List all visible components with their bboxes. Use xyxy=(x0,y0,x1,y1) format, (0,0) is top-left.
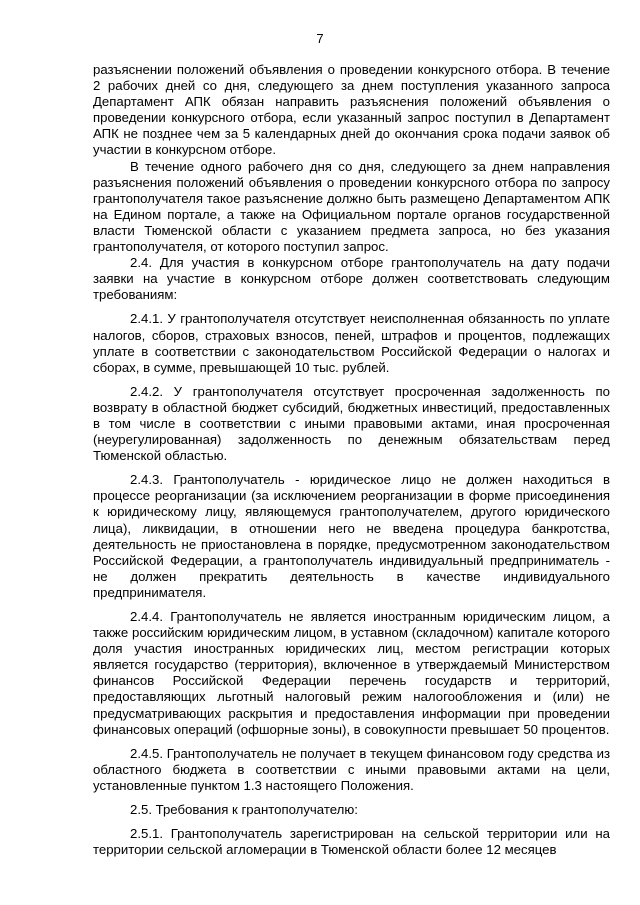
paragraph-gap xyxy=(93,818,610,826)
paragraph-gap xyxy=(93,794,610,802)
paragraph-2-4-2: 2.4.2. У грантополучателя отсутствует просроченная задолженность по возврату в областной бюджет субсидий, бюджетных инвестиций, предоставленных в том числе в соответствии с иными правовыми актами, иная просроченная (неурегулированная) задолженность по денежным обязательствам перед Тюменской областью. xyxy=(93,383,610,464)
paragraph-continuation: разъяснении положений объявления о проведении конкурсного отбора. В течение 2 рабочих дней со дня, следующего за днем поступления указанного запроса Департамент АПК обязан направить разъяснения положений объявления о проведении конкурсного отбора, если указанный запрос поступил в Департамент АПК не позднее чем за 5 календарных дней до окончания срока подачи заявок об участии в конкурсном отборе. xyxy=(93,62,610,158)
paragraph-2-5: 2.5. Требования к грантополучателю: xyxy=(130,802,358,818)
paragraph-2-4-3: 2.4.3. Грантополучатель - юридическое лицо не должен находиться в процессе реорганизации (за исключением реорганизации в форме присоединения к юридическому лицу, являющемуся грантополучателем, другого юридического лица), ликвидации, в отношении него не введена процедура банкротства, деятельность не приостановлена в порядке, предусмотренном законодательством Российской Федерации, а грантополучатель индивидуальный предприниматель - не должен прекратить деятельность в качестве индивидуального предпринимателя. xyxy=(93,472,610,600)
paragraph-gap xyxy=(93,738,610,746)
paragraph-gap xyxy=(93,464,610,472)
paragraph-2-4-1: 2.4.1. У грантополучателя отсутствует неисполненная обязанность по уплате налогов, сборов, страховых взносов, пеней, штрафов и процентов, подлежащих уплате в соответствии с законодательством Российской Федерации о налогах и сборах, в сумме, превышающей 10 тыс. рублей. xyxy=(93,311,610,375)
paragraph-gap xyxy=(93,303,610,311)
paragraph-clarification-publication: В течение одного рабочего дня со дня, следующего за днем направления разъяснения положений объявления о проведении конкурсного отбора по запросу грантополучателя такое разъяснение должно быть размещено Департаментом АПК на Едином портале, а также на Официальном портале органов государственной власти Тюменской области с указанием предмета запроса, но без указания грантополучателя, от которого поступил запрос. xyxy=(93,158,610,255)
paragraph-2-5-1: 2.5.1. Грантополучатель зарегистрирован на сельской территории или на территории сельской агломерации в Тюменской области более 12 месяцев xyxy=(93,826,610,858)
page-number: 7 xyxy=(316,31,324,46)
paragraph-2-4-4: 2.4.4. Грантополучатель не является иностранным юридическим лицом, а также российским юридическим лицом, в уставном (складочном) капитале которого доля участия иностранных юридических лиц, местом регистрации которых является государство (территория), включенное в утверждаемый Министерством финансов Российской Федерации перечень государств и территорий, предоставляющих льготный налоговый режим налогообложения и (или) не предусматривающих раскрытия и предоставления информации при проведении финансовых операций (офшорные зоны), в совокупности превышает 50 процентов. xyxy=(93,609,610,737)
paragraph-gap xyxy=(93,376,610,384)
paragraph-2-4: 2.4. Для участия в конкурсном отборе грантополучатель на дату подачи заявки на участие в конкурсном отборе должен соответствовать следующим требованиям: xyxy=(93,255,610,303)
paragraph-2-4-5: 2.4.5. Грантополучатель не получает в текущем финансовом году средства из областного бюджета в соответствии с иными правовыми актами на цели, установленные пунктом 1.3 настоящего Положения. xyxy=(93,745,610,793)
document-body xyxy=(93,62,610,858)
paragraph-gap xyxy=(93,601,610,609)
